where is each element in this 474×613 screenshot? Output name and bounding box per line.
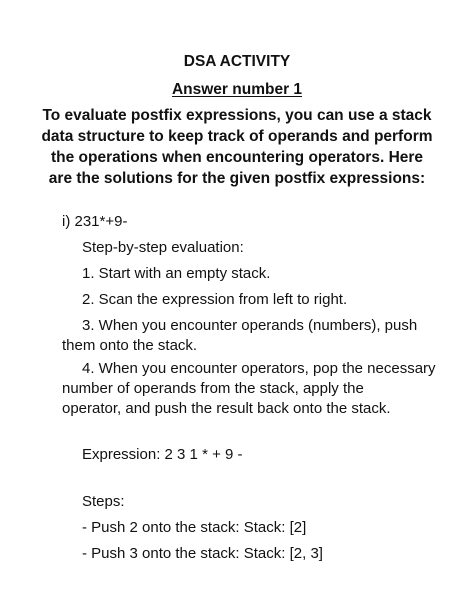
step-3-line-2: them onto the stack. [62,337,198,354]
intro-line-1: To evaluate postfix expressions, you can use a stack [42,107,432,124]
step-4-line-2: number of operands from the stack, apply the [62,380,364,397]
push-line-2: - Push 3 onto the stack: Stack: [2, 3] [82,545,323,562]
intro-line-3: the operations when encountering operators. Here [50,149,424,166]
step-4-line-3: operator, and push the result back onto the stack. [62,400,391,417]
expression-line: Expression: 2 3 1 * + 9 - [82,446,243,463]
step-1: 1. Start with an empty stack. [82,265,271,282]
steps-heading: Steps: [82,493,125,510]
intro-line-2: data structure to keep track of operands and perform [41,128,433,145]
step-heading: Step-by-step evaluation: [82,239,244,256]
step-2: 2. Scan the expression from left to right. [82,291,348,308]
step-3-line-1: 3. When you encounter operands (numbers), push [82,317,418,334]
document-title: DSA ACTIVITY [183,53,291,70]
push-line-1: - Push 2 onto the stack: Stack: [2] [82,519,307,536]
problem-label: i) 231*+9- [62,213,128,230]
intro-line-4: are the solutions for the given postfix expressions: [48,170,426,187]
step-4-line-1: 4. When you encounter operators, pop the necessary [82,360,436,377]
document-subtitle: Answer number 1 [171,81,303,98]
